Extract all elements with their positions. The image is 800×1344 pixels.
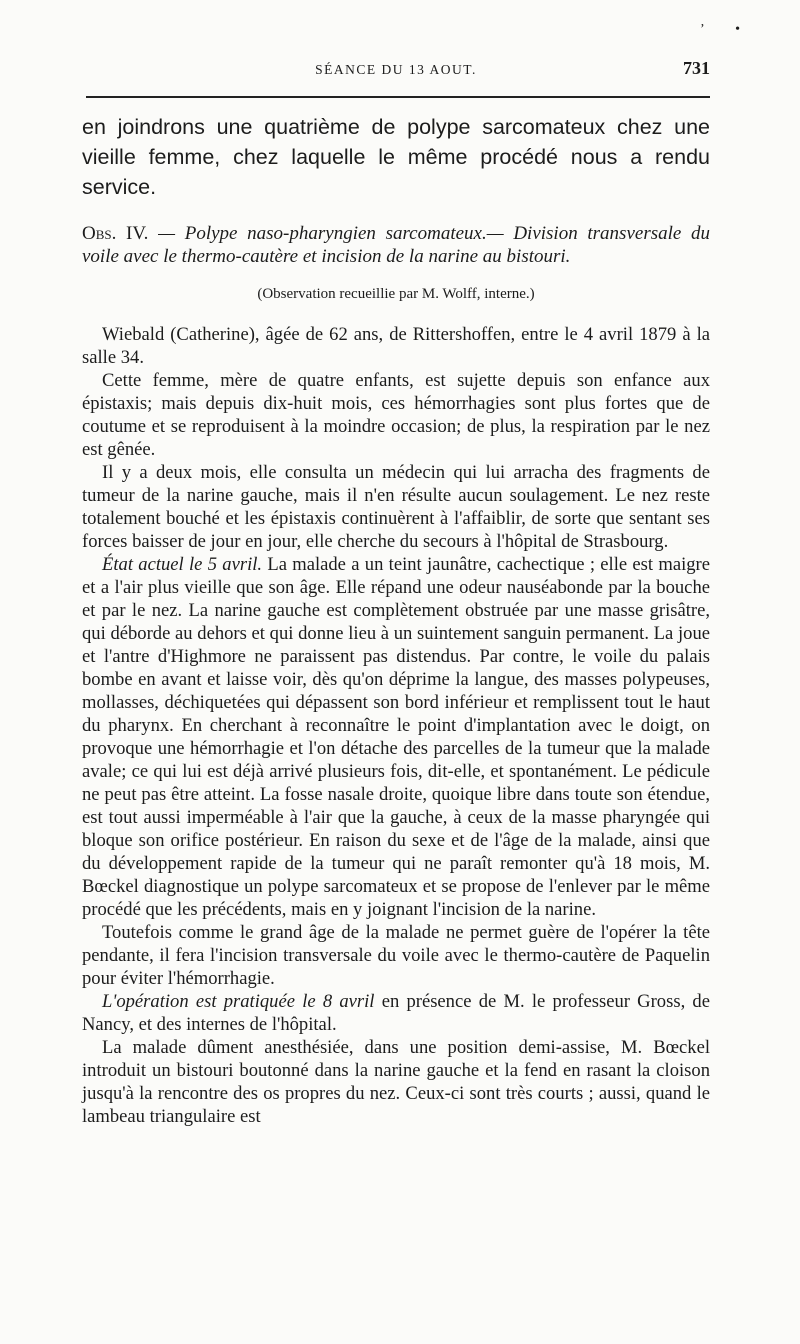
paragraph-lead: L'opération est pratiquée le 8 avril (102, 991, 375, 1012)
observation-credit: (Observation recueillie par M. Wolff, interne.) (257, 286, 535, 302)
paragraph-text: en présence de M. le professeur Gross, de Nancy, et des internes de l'hôpital. (82, 991, 710, 1035)
body-paragraph (82, 369, 710, 461)
body-paragraph (82, 990, 710, 1036)
body-paragraph (82, 461, 710, 553)
paragraph-text: Toutefois comme le grand âge de la malade ne permet guère de l'opérer la tête pendante, il fera l'incision transversale du voile avec le thermo-cautère de Paquelin pour éviter l'hémorrhagie. (82, 922, 710, 989)
body-text (82, 323, 710, 1128)
observation-title: — Polype naso-pharyngien sarcomateux.— Division transversale du voile avec le thermo-cautère et incision de la narine au bistouri. (82, 223, 711, 267)
paragraph-text: Wiebald (Catherine), âgée de 62 ans, de Rittershoffen, entre le 4 avril 1879 à la salle 34. (82, 324, 710, 368)
header-rule (86, 96, 710, 98)
running-title: SÉANCE DU 13 AOUT. (315, 62, 477, 77)
body-paragraph (82, 323, 710, 369)
lead-paragraph: en joindrons une quatrième de polype sarcomateux chez une vieille femme, chez laquelle le même procédé nous a rendu service. (82, 115, 710, 199)
margin-marks: ’ • (700, 22, 755, 37)
paragraph-lead: État actuel le 5 avril. (102, 554, 263, 575)
paragraph-text: Il y a deux mois, elle consulta un médecin qui lui arracha des fragments de tumeur de la narine gauche, mais il n'en résulte aucun soulagement. Le nez reste totalement bouché et les épistaxis continuèrent à l'affaiblir, de sorte que sentant ses forces baisser de jour en jour, elle cherche du secours à l'hôpital de Strasbourg. (82, 462, 710, 552)
body-paragraph (82, 553, 710, 921)
page-number: 731 (683, 58, 710, 78)
body-paragraph (82, 921, 710, 990)
body-paragraph (82, 1036, 710, 1128)
observation-label: Obs. IV. (82, 223, 149, 244)
paragraph-text: La malade dûment anesthésiée, dans une position demi-assise, M. Bœckel introduit un bistouri boutonné dans la narine gauche et la fend en rasant la cloison jusqu'à la rencontre des os propres du nez. Ceux-ci sont très courts ; aussi, quand le lambeau triangulaire est (82, 1037, 710, 1127)
page-header (82, 58, 710, 88)
page-body (82, 112, 710, 1128)
paragraph-text: La malade a un teint jaunâtre, cachectique ; elle est maigre et a l'air plus vieille que son âge. Elle répand une odeur nauséabonde par la bouche et par le nez. La narine gauche est complètement obstruée par une masse grisâtre, qui déborde au dehors et qui donne lieu à un suintement sanguin permanent. La joue et l'antre d'Highmore ne paraissent pas distendus. Par contre, le voile du palais bombe en avant et laisse voir, dès qu'on déprime la langue, des masses polypeuses, mollasses, déchiquetées qui dépassent son bord inférieur et remplissent tout le haut du pharynx. En cherchant à reconnaître le point d'implantation avec le doigt, on provoque une hémorrhagie et l'on détache des parcelles de la tumeur que la malade avale; ce qui lui est déjà arrivé plusieurs fois, dit-elle, et spontanément. Le pédicule ne peut pas être atteint. La fosse nasale droite, quoique libre dans toute son étendue, est tout aussi imperméable à l'air que la gauche, à ceux de la masse pharyngée qui bloque son orifice postérieur. En raison du sexe et de l'âge de la malade, ainsi que du développement rapide de la tumeur qui ne paraît remonter qu'à 18 mois, M. Bœckel diagnostique un polype sarcomateux et se propose de l'enlever par le même procédé que les précédents, mais en y joignant l'incision de la narine. (82, 554, 710, 920)
paragraph-text: Cette femme, mère de quatre enfants, est sujette depuis son enfance aux épistaxis; mais depuis dix-huit mois, ces hémorrhagies sont plus fortes que de coutume et se reproduisent à la moindre occasion; de plus, la respiration par le nez est gênée. (82, 370, 710, 460)
observation-heading (82, 222, 710, 268)
